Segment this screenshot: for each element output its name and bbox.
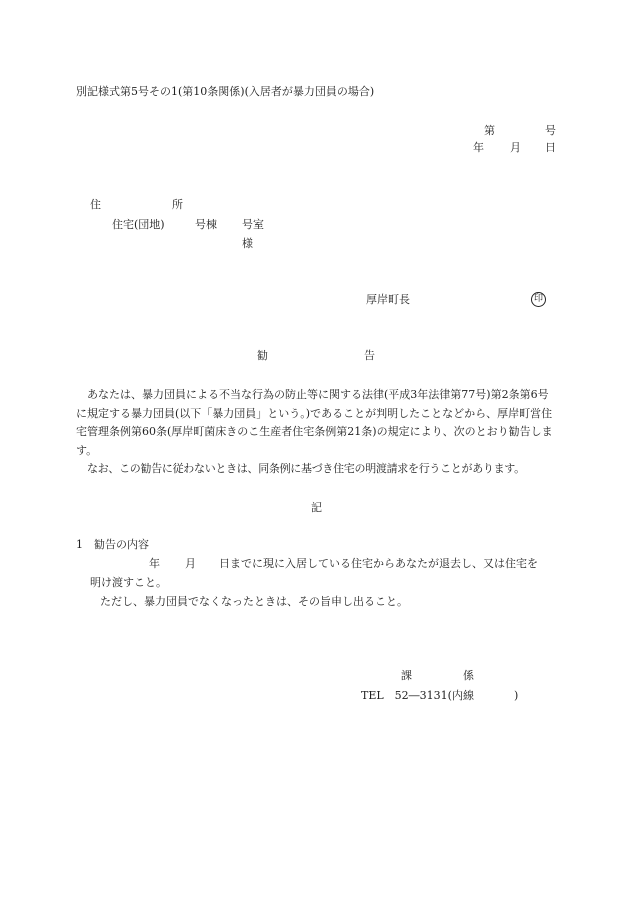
seal-mark: 印 xyxy=(531,292,546,307)
contact-tel-close: ) xyxy=(514,689,519,702)
document-number-prefix: 第 xyxy=(484,124,495,137)
honorific-sama: 様 xyxy=(242,237,253,250)
form-title: 別記様式第5号その1(第10条関係)(入居者が暴力団員の場合) xyxy=(76,85,375,98)
item1-proviso: ただし、暴力団員でなくなったときは、その旨申し出ること。 xyxy=(100,595,408,608)
item1-heading: 1 勧告の内容 xyxy=(76,538,149,551)
date-month: 月 xyxy=(510,141,521,154)
contact-department: 課 xyxy=(401,669,412,682)
notice-body xyxy=(76,386,558,479)
item1-body-line-1: 日までに現に入居している住宅からあなたが退去し、又は住宅を xyxy=(219,557,538,570)
address-label-ju: 住 xyxy=(90,198,101,211)
item1-body-line-2: 明け渡すこと。 xyxy=(90,576,167,589)
item1-month: 月 xyxy=(185,557,196,570)
contact-tel: TEL 52―3131(内線 xyxy=(361,689,474,702)
document-number-suffix: 号 xyxy=(545,124,556,137)
address-label-sho: 所 xyxy=(172,198,183,211)
housing-label: 住宅(団地) xyxy=(112,218,165,231)
sender-title: 厚岸町長 xyxy=(366,293,410,306)
building-label: 号棟 xyxy=(195,218,217,231)
room-label: 号室 xyxy=(242,218,264,231)
notice-paragraph-2: なお、この勧告に従わないときは、同条例に基づき住宅の明渡請求を行うことがあります。 xyxy=(87,462,525,475)
notice-title-koku: 告 xyxy=(364,349,375,362)
contact-staff: 係 xyxy=(463,669,474,682)
item1-year: 年 xyxy=(149,557,160,570)
notice-title-kan: 勧 xyxy=(257,349,268,362)
date-year: 年 xyxy=(473,141,484,154)
date-day: 日 xyxy=(545,141,556,154)
ki-heading: 記 xyxy=(311,501,322,514)
notice-paragraph-1: あなたは、暴力団員による不当な行為の防止等に関する法律(平成3年法律第77号)第2条第6号に規定する暴力団員(以下「暴力団員」という。)であることが判明したことなどから、厚岸町営住宅管理条例第60条(厚岸町菌床きのこ生産者住宅条例第21条)の規定により、次のとおり勧告します。 xyxy=(76,388,553,457)
